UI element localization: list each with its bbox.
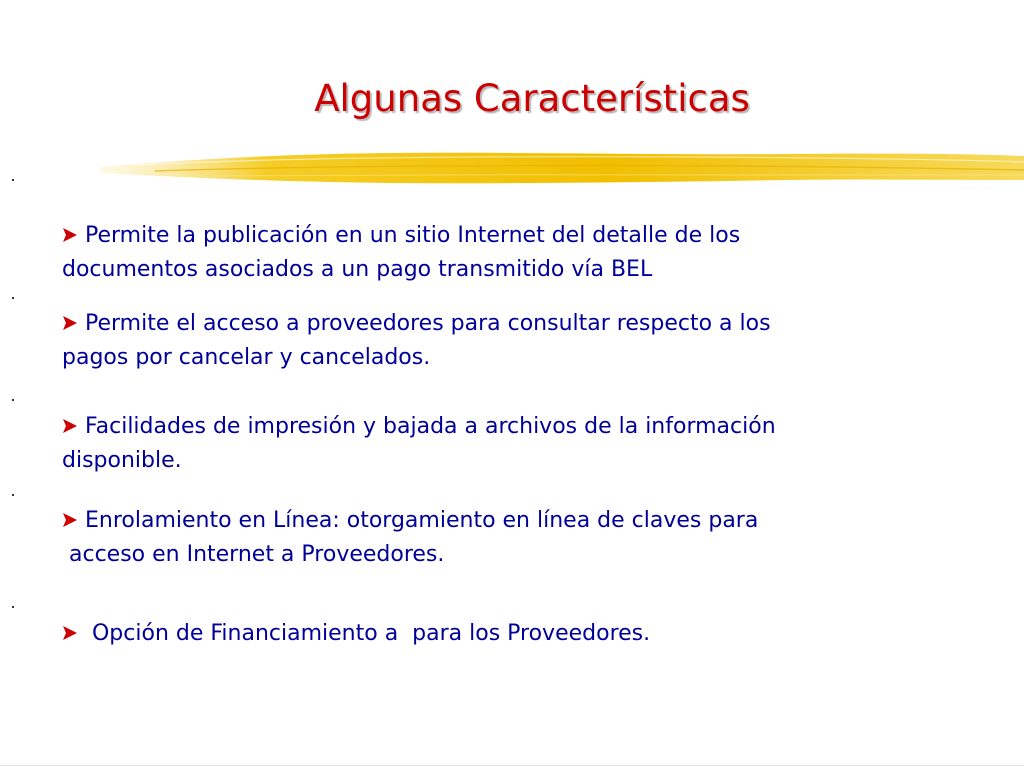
yellow-brush-stroke-divider xyxy=(95,140,1024,192)
slide-dot-marker xyxy=(12,494,16,498)
bullet-text: Permite el acceso a proveedores para consultar respecto a los xyxy=(85,311,771,336)
bullet-text: Enrolamiento en Línea: otorgamiento en línea de claves para xyxy=(85,508,759,533)
bullet-text: Permite la publicación en un sitio Internet del detalle de los xyxy=(85,223,741,248)
arrowhead-bullet-icon xyxy=(62,512,78,528)
slide-dot-marker xyxy=(12,606,16,610)
bullet-item xyxy=(62,219,1002,287)
arrowhead-bullet-icon xyxy=(62,625,78,641)
bullet-text: Opción de Financiamiento a para los Proveedores. xyxy=(85,621,651,646)
bullet-item xyxy=(62,307,1002,375)
bullet-line xyxy=(62,307,1002,341)
arrowhead-bullet-icon xyxy=(62,315,78,331)
bullet-line: disponible. xyxy=(62,448,182,473)
bullet-line xyxy=(62,219,1002,253)
bullet-item xyxy=(62,504,1002,572)
bullet-item xyxy=(62,410,1002,478)
slide-dot-marker xyxy=(12,179,16,183)
arrowhead-bullet-icon xyxy=(62,418,78,434)
bullet-line xyxy=(62,617,1002,651)
bullet-line xyxy=(62,410,1002,444)
bullet-item xyxy=(62,617,1002,651)
slide-title: Algunas Características xyxy=(314,77,750,120)
slide-bottom-divider xyxy=(0,765,1024,766)
arrowhead-bullet-icon xyxy=(62,227,78,243)
bullet-line xyxy=(62,504,1002,538)
bullet-text: Facilidades de impresión y bajada a archivos de la información xyxy=(85,414,776,439)
slide-dot-marker xyxy=(12,297,16,301)
bullet-line: pagos por cancelar y cancelados. xyxy=(62,345,431,370)
bullet-line: acceso en Internet a Proveedores. xyxy=(62,542,445,567)
slide-dot-marker xyxy=(12,399,16,403)
bullet-line: documentos asociados a un pago transmitido vía BEL xyxy=(62,257,653,282)
